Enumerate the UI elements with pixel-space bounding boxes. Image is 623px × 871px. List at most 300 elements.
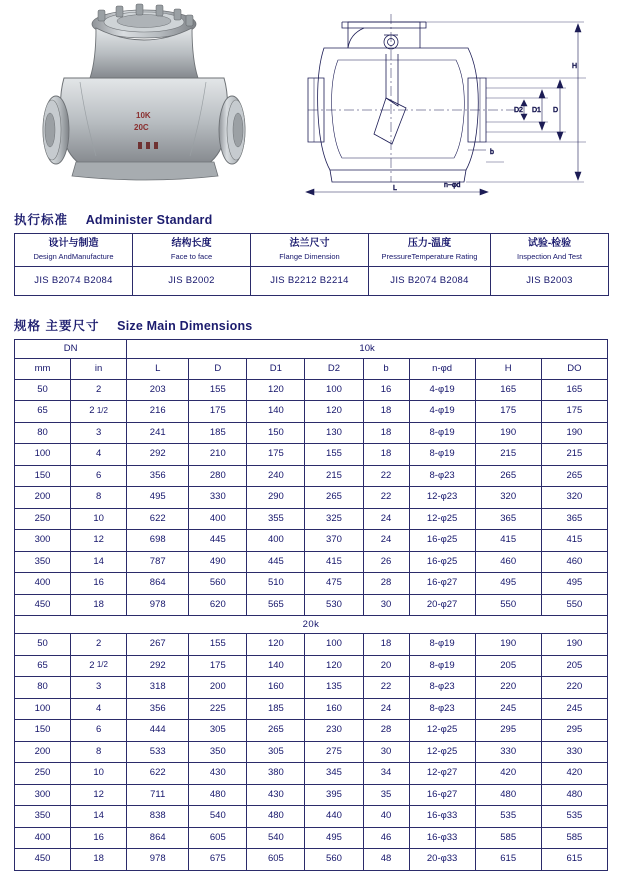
standard-header-en: Design AndManufacture: [33, 251, 114, 261]
table-cell: 160: [305, 698, 363, 720]
table-cell: 395: [305, 784, 363, 806]
table-cell: 400: [189, 508, 247, 530]
table-cell: 230: [305, 720, 363, 742]
table-cell: 80: [15, 677, 71, 699]
table-cell: 100: [305, 379, 363, 401]
table-cell: 8-φ23: [409, 465, 475, 487]
table-cell: 295: [475, 720, 541, 742]
table-cell: 380: [247, 763, 305, 785]
table-row: [15, 698, 608, 720]
table-cell: 155: [189, 379, 247, 401]
table-cell: 350: [189, 741, 247, 763]
table-cell: 155: [305, 444, 363, 466]
table-cell: 203: [127, 379, 189, 401]
table-cell: 140: [247, 655, 305, 677]
table-cell: 330: [541, 741, 607, 763]
table-cell: 185: [247, 698, 305, 720]
table-cell: 480: [475, 784, 541, 806]
table-row: [15, 573, 608, 595]
table-cell: 65: [15, 655, 71, 677]
table-row: [15, 551, 608, 573]
table-cell: 787: [127, 551, 189, 573]
table-cell: 16: [363, 379, 409, 401]
table-cell: 560: [305, 849, 363, 871]
table-cell: 533: [127, 741, 189, 763]
standard-header-cell: [251, 234, 369, 267]
table-cell: 200: [15, 741, 71, 763]
table-cell: 175: [189, 401, 247, 423]
table-cell: 864: [127, 573, 189, 595]
table-cell: 305: [247, 741, 305, 763]
dim-label-d1: D1: [532, 107, 541, 114]
table-cell: 605: [189, 827, 247, 849]
table-cell: 350: [15, 806, 71, 828]
table-cell: 18: [71, 849, 127, 871]
dimensions-column-header: H: [475, 358, 541, 379]
table-cell: 28: [363, 720, 409, 742]
table-cell: 35: [363, 784, 409, 806]
table-cell: 175: [541, 401, 607, 423]
table-cell: 585: [475, 827, 541, 849]
table-cell: 10: [71, 763, 127, 785]
table-cell: 80: [15, 422, 71, 444]
table-cell: 320: [475, 487, 541, 509]
table-cell: 10: [71, 508, 127, 530]
standard-header-en: Flange Dimension: [279, 251, 340, 261]
table-cell: 8-φ19: [409, 422, 475, 444]
standard-header-en: PressureTemperature Rating: [381, 251, 478, 261]
table-cell: 356: [127, 698, 189, 720]
table-cell: 135: [305, 677, 363, 699]
dimensions-column-header: DO: [541, 358, 607, 379]
table-cell: 190: [541, 422, 607, 444]
dimensions-column-header: D2: [305, 358, 363, 379]
dimensions-column-header: L: [127, 358, 189, 379]
table-row: [15, 465, 608, 487]
table-cell: 420: [541, 763, 607, 785]
table-cell: 292: [127, 444, 189, 466]
table-cell: 65: [15, 401, 71, 423]
table-cell: 535: [541, 806, 607, 828]
standard-header-cell: [369, 234, 491, 267]
table-cell: 838: [127, 806, 189, 828]
table-cell: 978: [127, 594, 189, 616]
table-cell: 48: [363, 849, 409, 871]
table-cell: 215: [475, 444, 541, 466]
table-cell: 8-φ19: [409, 444, 475, 466]
table-cell: 300: [15, 784, 71, 806]
table-cell: 605: [247, 849, 305, 871]
table-cell: 445: [247, 551, 305, 573]
table-cell: 698: [127, 530, 189, 552]
table-cell: 265: [305, 487, 363, 509]
table-cell: 225: [189, 698, 247, 720]
table-cell: 365: [475, 508, 541, 530]
table-cell: 18: [71, 594, 127, 616]
valve-body-marking-pressure: 10K: [136, 111, 151, 120]
table-cell: 185: [189, 422, 247, 444]
table-cell: 3: [71, 422, 127, 444]
standard-header-cn: 设计与制造: [48, 238, 99, 249]
table-cell: 430: [247, 784, 305, 806]
table-cell: 2: [71, 379, 127, 401]
table-cell: 200: [15, 487, 71, 509]
table-cell: 4: [71, 698, 127, 720]
table-cell: 305: [189, 720, 247, 742]
table-cell: 50: [15, 634, 71, 656]
valve-photo-drawing: [18, 2, 273, 202]
table-row: [15, 827, 608, 849]
table-cell: 415: [305, 551, 363, 573]
table-cell: 8-φ23: [409, 698, 475, 720]
table-cell: 22: [363, 677, 409, 699]
table-cell: 220: [475, 677, 541, 699]
table-row: [15, 677, 608, 699]
table-cell: 540: [247, 827, 305, 849]
dimensions-header-row-top: [15, 339, 608, 358]
table-cell: 675: [189, 849, 247, 871]
dimensions-group-row: [15, 616, 608, 634]
table-cell: 490: [189, 551, 247, 573]
dimensions-header-row: [15, 358, 608, 379]
standard-header-cell: [15, 234, 133, 267]
table-cell: 160: [247, 677, 305, 699]
table-cell: 480: [189, 784, 247, 806]
table-cell: 450: [15, 594, 71, 616]
table-cell: 620: [189, 594, 247, 616]
table-cell: 165: [475, 379, 541, 401]
table-cell: 460: [541, 551, 607, 573]
table-cell: 16-φ25: [409, 530, 475, 552]
table-cell: 120: [247, 379, 305, 401]
table-cell: 16-φ25: [409, 551, 475, 573]
table-cell: 245: [475, 698, 541, 720]
dimensions-heading-en: Size Main Dimensions: [117, 318, 253, 333]
standard-header-cn: 试验-检验: [527, 238, 572, 249]
table-row: [15, 594, 608, 616]
standard-value-cell: JIS B2002: [133, 266, 251, 295]
table-cell: 560: [189, 573, 247, 595]
table-cell: 175: [247, 444, 305, 466]
table-cell: 6: [71, 465, 127, 487]
table-cell: 370: [305, 530, 363, 552]
table-cell: 565: [247, 594, 305, 616]
table-cell: 330: [189, 487, 247, 509]
table-cell: 24: [363, 508, 409, 530]
table-cell: 215: [305, 465, 363, 487]
table-cell: 8-φ19: [409, 634, 475, 656]
table-row: [15, 784, 608, 806]
table-cell: 175: [475, 401, 541, 423]
table-cell: 267: [127, 634, 189, 656]
table-cell: 450: [15, 849, 71, 871]
table-cell: 510: [247, 573, 305, 595]
table-cell: 320: [541, 487, 607, 509]
valve-section-drawing: [290, 2, 610, 202]
table-cell: 292: [127, 655, 189, 677]
table-cell: 46: [363, 827, 409, 849]
standard-value-cell: JIS B2212 B2214: [251, 266, 369, 295]
table-cell: 120: [247, 634, 305, 656]
table-cell: 330: [475, 741, 541, 763]
dim-label-bolt-holes: n−φd: [444, 182, 461, 189]
table-row: [15, 720, 608, 742]
table-cell: 16: [71, 827, 127, 849]
table-cell: 430: [189, 763, 247, 785]
standard-header-cn: 结构长度: [171, 238, 212, 249]
table-cell: 325: [305, 508, 363, 530]
table-cell: 24: [363, 530, 409, 552]
table-cell: 50: [15, 379, 71, 401]
table-row: [15, 806, 608, 828]
table-cell: 535: [475, 806, 541, 828]
table-cell: 16-φ27: [409, 573, 475, 595]
dim-label-b: b: [490, 149, 494, 156]
dimensions-column-header: n-φd: [409, 358, 475, 379]
table-cell: 100: [15, 444, 71, 466]
table-cell: 615: [475, 849, 541, 871]
table-cell: 24: [363, 698, 409, 720]
standard-header-cell: [491, 234, 609, 267]
table-cell: 40: [363, 806, 409, 828]
table-row: [15, 634, 608, 656]
table-cell: 12-φ25: [409, 741, 475, 763]
table-cell: 280: [189, 465, 247, 487]
table-cell: 365: [541, 508, 607, 530]
dimensions-section-heading: [0, 316, 623, 339]
table-cell: 495: [541, 573, 607, 595]
table-cell: 4-φ19: [409, 379, 475, 401]
table-cell: 8: [71, 741, 127, 763]
table-cell: 120: [305, 655, 363, 677]
table-cell: 8: [71, 487, 127, 509]
table-cell: 215: [541, 444, 607, 466]
table-cell: 16-φ33: [409, 827, 475, 849]
table-cell: 350: [15, 551, 71, 573]
table-cell: 120: [305, 401, 363, 423]
table-cell: 150: [247, 422, 305, 444]
table-cell: 205: [475, 655, 541, 677]
table-cell: 216: [127, 401, 189, 423]
table-cell: 250: [15, 508, 71, 530]
table-cell: 175: [189, 655, 247, 677]
table-cell: 4: [71, 444, 127, 466]
table-cell: 14: [71, 806, 127, 828]
table-cell: 16-φ33: [409, 806, 475, 828]
table-cell: 495: [305, 827, 363, 849]
table-cell: 415: [475, 530, 541, 552]
standard-header-cn: 压力-温度: [407, 238, 452, 249]
table-cell: 275: [305, 741, 363, 763]
table-cell: 318: [127, 677, 189, 699]
table-cell: 2 1/2: [71, 401, 127, 423]
table-cell: 440: [305, 806, 363, 828]
standard-header-en: Inspection And Test: [517, 251, 582, 261]
table-cell: 420: [475, 763, 541, 785]
table-cell: 445: [189, 530, 247, 552]
table-cell: 30: [363, 741, 409, 763]
table-cell: 265: [247, 720, 305, 742]
table-cell: 290: [247, 487, 305, 509]
table-cell: 12-φ27: [409, 763, 475, 785]
table-cell: 864: [127, 827, 189, 849]
dim-label-h: H: [572, 63, 578, 70]
table-cell: 3: [71, 677, 127, 699]
table-cell: 250: [15, 763, 71, 785]
table-cell: 190: [541, 634, 607, 656]
table-cell: 100: [305, 634, 363, 656]
table-row: [15, 444, 608, 466]
table-cell: 711: [127, 784, 189, 806]
table-cell: 205: [541, 655, 607, 677]
table-row: [15, 849, 608, 871]
table-cell: 4-φ19: [409, 401, 475, 423]
standard-value-row: [15, 266, 609, 295]
dimensions-column-header: D1: [247, 358, 305, 379]
table-cell: 480: [541, 784, 607, 806]
table-cell: 356: [127, 465, 189, 487]
table-cell: 6: [71, 720, 127, 742]
standard-header-cn: 法兰尺寸: [289, 238, 330, 249]
table-cell: 22: [363, 465, 409, 487]
table-cell: 12: [71, 530, 127, 552]
dim-label-l: L: [393, 185, 397, 192]
dimensions-column-header: mm: [15, 358, 71, 379]
table-cell: 550: [475, 594, 541, 616]
table-cell: 20-φ33: [409, 849, 475, 871]
table-cell: 190: [475, 634, 541, 656]
dimensions-column-header: in: [71, 358, 127, 379]
table-cell: 100: [15, 698, 71, 720]
table-cell: 12-φ25: [409, 720, 475, 742]
table-cell: 400: [15, 573, 71, 595]
table-cell: 300: [15, 530, 71, 552]
table-cell: 155: [189, 634, 247, 656]
table-cell: 265: [475, 465, 541, 487]
standard-section-heading: [0, 210, 623, 233]
standard-header-cell: [133, 234, 251, 267]
table-cell: 400: [15, 827, 71, 849]
administer-standard-table: [14, 233, 609, 296]
table-cell: 34: [363, 763, 409, 785]
dim-label-d: D: [553, 107, 559, 114]
standard-value-cell: JIS B2074 B2084: [369, 266, 491, 295]
table-cell: 550: [541, 594, 607, 616]
dimensions-column-header: b: [363, 358, 409, 379]
table-cell: 12-φ23: [409, 487, 475, 509]
table-cell: 150: [15, 465, 71, 487]
table-cell: 18: [363, 444, 409, 466]
dimensions-table-wrap: [14, 339, 608, 871]
table-cell: 18: [363, 401, 409, 423]
dimensions-column-header: D: [189, 358, 247, 379]
table-cell: 20: [363, 655, 409, 677]
table-cell: 2 1/2: [71, 655, 127, 677]
table-row: [15, 487, 608, 509]
table-row: [15, 655, 608, 677]
table-cell: 475: [305, 573, 363, 595]
valve-body-marking-material: 20C: [134, 123, 149, 132]
table-row: [15, 763, 608, 785]
table-cell: 495: [475, 573, 541, 595]
table-row: [15, 741, 608, 763]
table-cell: 20-φ27: [409, 594, 475, 616]
table-cell: 200: [189, 677, 247, 699]
table-cell: 355: [247, 508, 305, 530]
table-cell: 12-φ25: [409, 508, 475, 530]
standard-header-row: [15, 234, 609, 267]
standard-value-cell: JIS B2074 B2084: [15, 266, 133, 295]
dimensions-group-label: 10k: [127, 339, 608, 358]
table-cell: 622: [127, 763, 189, 785]
table-cell: 615: [541, 849, 607, 871]
table-cell: 150: [15, 720, 71, 742]
table-cell: 8-φ23: [409, 677, 475, 699]
table-cell: 978: [127, 849, 189, 871]
table-cell: 540: [189, 806, 247, 828]
table-cell: 12: [71, 784, 127, 806]
dimensions-heading-cn: 规格 主要尺寸: [14, 318, 100, 333]
table-cell: 190: [475, 422, 541, 444]
table-cell: 14: [71, 551, 127, 573]
table-cell: 295: [541, 720, 607, 742]
table-cell: 8-φ19: [409, 655, 475, 677]
table-cell: 241: [127, 422, 189, 444]
table-cell: 130: [305, 422, 363, 444]
table-row: [15, 422, 608, 444]
table-row: [15, 530, 608, 552]
table-cell: 460: [475, 551, 541, 573]
table-cell: 530: [305, 594, 363, 616]
table-cell: 16-φ27: [409, 784, 475, 806]
table-cell: 16: [71, 573, 127, 595]
table-cell: 26: [363, 551, 409, 573]
drawings-area: [0, 0, 623, 210]
table-cell: 22: [363, 487, 409, 509]
table-cell: 245: [541, 698, 607, 720]
table-cell: 265: [541, 465, 607, 487]
table-cell: 495: [127, 487, 189, 509]
table-cell: 400: [247, 530, 305, 552]
standard-header-en: Face to face: [170, 251, 213, 261]
table-cell: 18: [363, 634, 409, 656]
standard-heading-cn: 执行标准: [14, 213, 69, 227]
table-cell: 28: [363, 573, 409, 595]
table-cell: 2: [71, 634, 127, 656]
table-cell: 415: [541, 530, 607, 552]
table-cell: 210: [189, 444, 247, 466]
table-cell: 240: [247, 465, 305, 487]
table-cell: 30: [363, 594, 409, 616]
table-row: [15, 401, 608, 423]
main-dimensions-table: [14, 339, 608, 871]
table-cell: 480: [247, 806, 305, 828]
table-cell: 18: [363, 422, 409, 444]
table-cell: 444: [127, 720, 189, 742]
table-cell: 220: [541, 677, 607, 699]
table-cell: 140: [247, 401, 305, 423]
standard-heading-en: Administer Standard: [85, 213, 213, 227]
dim-label-d2: D2: [514, 107, 523, 114]
table-cell: 585: [541, 827, 607, 849]
standard-value-cell: JIS B2003: [491, 266, 609, 295]
dimensions-header-dn: DN: [15, 339, 127, 358]
table-cell: 165: [541, 379, 607, 401]
table-cell: 622: [127, 508, 189, 530]
table-cell: 345: [305, 763, 363, 785]
dimensions-group-label: 20k: [15, 616, 608, 634]
table-row: [15, 379, 608, 401]
